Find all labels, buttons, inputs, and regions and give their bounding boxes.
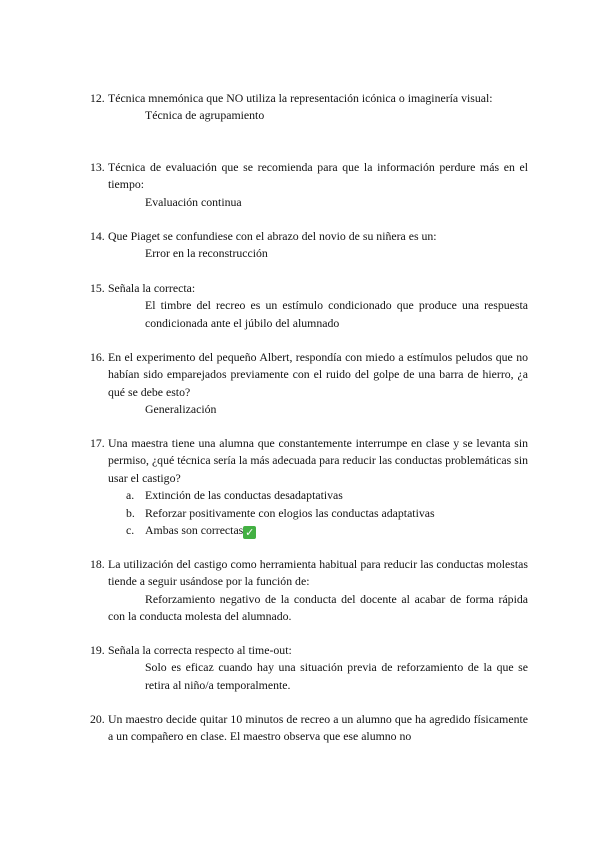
question-17 <box>90 435 528 539</box>
question-20 <box>90 711 528 746</box>
option-c <box>126 522 528 540</box>
question-stem: Una maestra tiene una alumna que constantemente interrumpe en clase y se levanta sin permiso, ¿qué técnica sería la más adecuada para reducir las conductas problemáticas sin usar el castigo? <box>108 436 528 485</box>
question-number: 14. <box>90 229 105 243</box>
option-letter: b. <box>126 505 135 520</box>
question-number: 17. <box>90 436 105 450</box>
question-answer: Solo es eficaz cuando hay una situación previa de reforzamiento de la que se retira al niño/a temporalmente. <box>145 660 528 692</box>
question-stem: Que Piaget se confundiese con el abrazo del novio de su niñera es un: <box>108 229 437 243</box>
question-stem: La utilización del castigo como herramienta habitual para reducir las conductas molestas tiende a seguir usándose por la función de: <box>108 557 528 589</box>
question-stem: Un maestro decide quitar 10 minutos de recreo a un alumno que ha agredido físicamente a un compañero en clase. El maestro observa que ese alumno no <box>108 712 528 744</box>
question-answer: Error en la reconstrucción <box>145 246 268 261</box>
question-stem: Técnica mnemónica que NO utiliza la representación icónica o imaginería visual: <box>108 91 493 105</box>
option-text: Extinción de las conductas desadaptativas <box>145 488 343 503</box>
question-number: 19. <box>90 643 105 657</box>
question-stem: Técnica de evaluación que se recomienda para que la información perdure más en el tiempo: <box>108 160 528 192</box>
question-stem: Señala la correcta respecto al time-out: <box>108 643 292 657</box>
question-14 <box>90 228 528 263</box>
check-mark-icon: ✓ <box>245 526 255 540</box>
question-18 <box>90 556 528 626</box>
question-16 <box>90 349 528 419</box>
question-number: 13. <box>90 160 105 174</box>
option-a <box>126 487 528 504</box>
question-answer: El timbre del recreo es un estímulo condicionado que produce una respuesta condicionada ante el júbilo del alumnado <box>145 298 528 330</box>
option-b <box>126 505 528 522</box>
question-stem: Señala la correcta: <box>108 281 196 295</box>
question-15 <box>90 280 528 332</box>
option-letter: c. <box>126 523 135 538</box>
question-stem: En el experimento del pequeño Albert, respondía con miedo a estímulos peludos que no habían sido emparejados previamente con el ruido del golpe de una barra de hierro, ¿a qué se debe esto? <box>108 350 528 399</box>
question-number: 18. <box>90 557 105 571</box>
question-answer: Evaluación continua <box>145 194 242 209</box>
question-number: 20. <box>90 712 105 726</box>
option-text: Ambas son correctas <box>145 523 244 538</box>
question-12 <box>90 90 528 125</box>
question-19 <box>90 642 528 694</box>
question-number: 15. <box>90 281 105 295</box>
option-letter: a. <box>126 488 135 503</box>
question-answer: Técnica de agrupamiento <box>145 108 265 123</box>
question-number: 16. <box>90 350 105 364</box>
options-list <box>90 487 528 539</box>
question-number: 12. <box>90 91 105 105</box>
option-text: Reforzar positivamente con elogios las conductas adaptativas <box>145 505 435 520</box>
question-answer: Reforzamiento negativo de la conducta del docente al acabar de forma rápida con la conducta molesta del alumnado. <box>108 591 528 624</box>
question-answer: Generalización <box>145 402 217 417</box>
question-13 <box>90 159 528 211</box>
